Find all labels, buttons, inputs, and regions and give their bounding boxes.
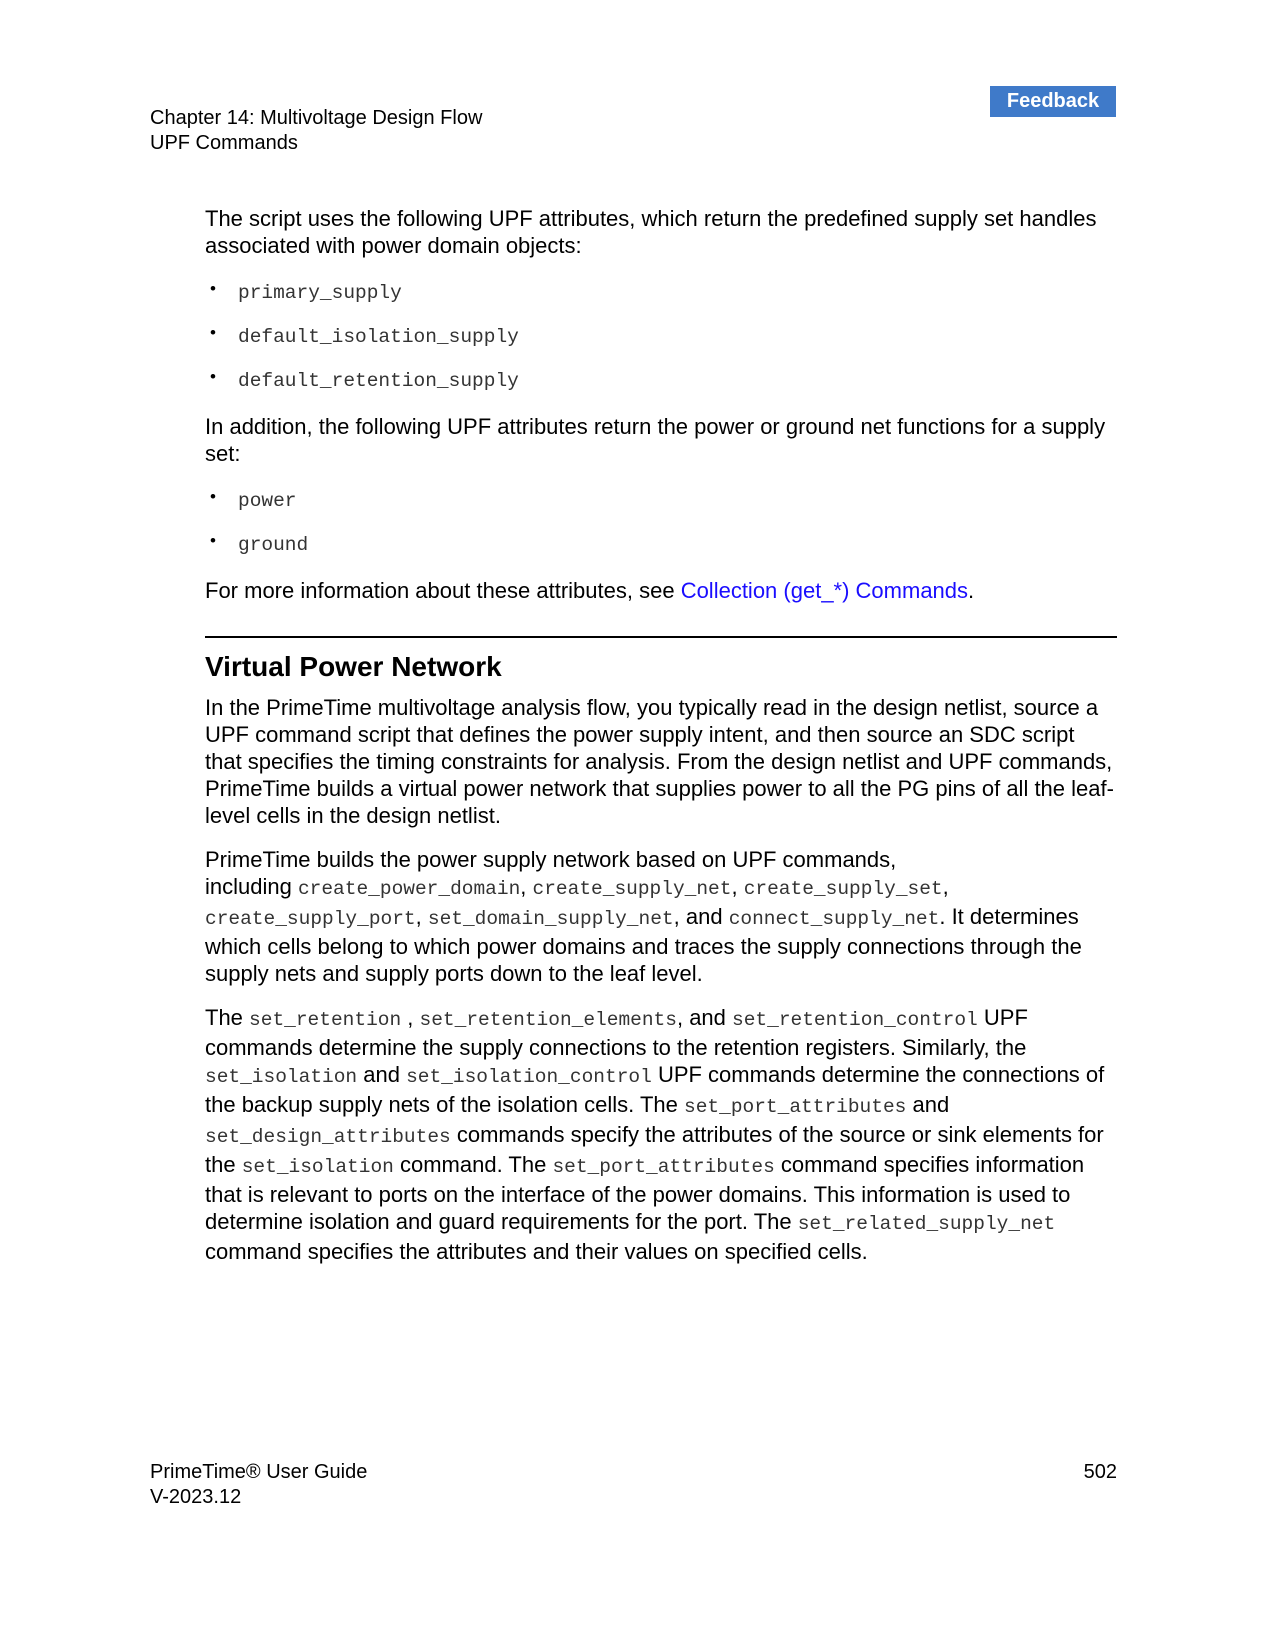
section-title: UPF Commands <box>150 132 298 154</box>
section-heading: Virtual Power Network <box>205 651 502 682</box>
more-info-paragraph: For more information about these attributes, see Collection (get_*) Commands. <box>205 578 975 603</box>
chapter-title: Chapter 14: Multivoltage Design Flow <box>150 107 483 129</box>
paragraph-virtual-network: In the PrimeTime multivoltage analysis flow, you typically read in the design netlist, source a UPF command script that defines the power supply intent, and then source an SDC script that specifies the timing constraints for analysis. From the design netlist and UPF commands, PrimeTime builds a virtual power network that supplies power to all the PG pins of all the leaf-level cells in the design netlist. <box>205 695 1114 828</box>
paragraph-supply-network: PrimeTime builds the power supply network based on UPF commands, including create_power_domain, create_supply_net, create_supply_set, create_supply_port, set_domain_supply_net, and connect_supply_net. It determines which cells belong to which power domains and traces the supply connections through the supply nets and supply ports down to the leaf level. <box>205 847 1082 986</box>
addition-paragraph: In addition, the following UPF attributes return the power or ground net functions for a supply set: <box>205 414 1106 466</box>
guide-title: PrimeTime® User Guide <box>150 1461 368 1483</box>
running-header <box>150 106 482 156</box>
list-item: • default_retention_supply <box>205 365 1117 409</box>
running-footer <box>150 1460 367 1510</box>
page-content <box>205 205 1117 1282</box>
list-item: • power <box>205 485 1117 529</box>
page-number: 502 <box>1083 1461 1117 1483</box>
section-divider <box>205 636 1117 638</box>
feedback-button[interactable]: Feedback <box>990 86 1116 117</box>
intro-paragraph: The script uses the following UPF attributes, which return the predefined supply set handles associated with power domain objects: <box>205 206 1097 258</box>
net-attr-list <box>205 485 1117 573</box>
paragraph-retention-isolation: The set_retention , set_retention_elements, and set_retention_control UPF commands determine the supply connections to the retention registers. Similarly, the set_isolation and set_isolation_control UPF commands determine the connections of the backup supply nets of the isolation cells. The set_port_attributes and set_design_attributes commands specify the attributes of the source or sink elements for the set_isolation command. The set_port_attributes command specifies information that is relevant to ports on the interface of the power domains. This information is used to determine isolation and guard requirements for the port. The set_related_supply_net command specifies the attributes and their values on specified cells. <box>205 1005 1105 1264</box>
list-item: • primary_supply <box>205 277 1117 321</box>
supply-attr-list <box>205 277 1117 409</box>
guide-version: V-2023.12 <box>150 1486 242 1508</box>
list-item: • default_isolation_supply <box>205 321 1117 365</box>
list-item: • ground <box>205 529 1117 573</box>
collection-commands-link[interactable]: Collection (get_*) Commands <box>680 578 969 603</box>
